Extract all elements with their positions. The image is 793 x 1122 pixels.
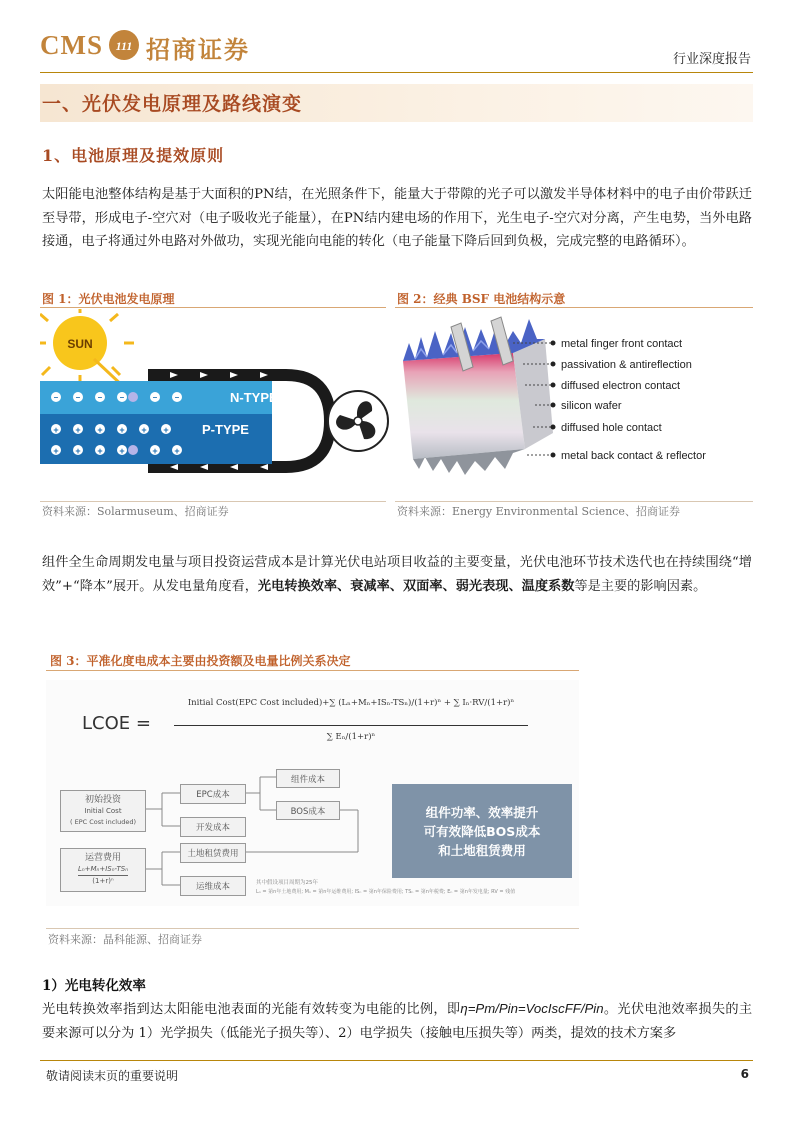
epc-box: EPC成本 [180,784,246,804]
svg-text:+: + [163,425,169,435]
svg-text:+: + [53,425,59,435]
page-number: 6 [740,1067,749,1081]
bsf-label-back: metal back contact & reflector [561,450,706,462]
efficiency-formula: η=Pm/Pin=VocIscFF/Pin [460,1001,604,1016]
opex-label: 运营费用 [84,853,121,863]
para2-text-after: 等是主要的影响因素。 [574,578,707,594]
fig2-source-rule [395,501,753,502]
fig3-source-rule [46,928,579,929]
svg-text:+: + [174,446,180,456]
fig3-note-2: Lₙ = 第n年土地费用; Mₙ = 第n年运维费用; ISₙ = 第n年保险费用; TSₙ = 第n年税费; Eₙ = 第n年发电量; RV = 残值 [256,889,516,895]
n-type-label: N-TYPE [230,390,278,405]
fig1-title-rule [40,307,386,308]
svg-text:+: + [141,425,147,435]
fig1-source: 资料来源：Solarmuseum、招商证券 [42,505,229,518]
bsf-label-electron: diffused electron contact [561,380,681,392]
subsection-title: 1、电池原理及提效原则 [42,146,225,165]
para3-text-after: 。光伏电池效率损失的主要来源可以分为 1）光学损失（低能光子损失等）、2）电学损失（接触电压损失等）两类，提效的技术方案多 [42,1002,753,1041]
bsf-label-hole: diffused hole contact [561,422,662,434]
svg-text:111: 111 [115,39,133,53]
svg-text:–: – [97,393,103,402]
initial-invest-box [60,790,146,832]
svg-text:+: + [119,425,125,435]
fig2-bsf-structure-diagram [395,309,753,497]
fig2-title: 图 2：经典 BSF 电池结构示意 [397,292,566,306]
footer-divider [40,1060,753,1061]
doc-type: 行业深度报告 [672,52,751,67]
lcoe-label: LCOE = [82,713,151,734]
fan-load-icon [328,391,388,451]
logo-emblem-icon [108,29,140,61]
opex-denominator: (1+r)ⁿ [92,877,114,885]
fig3-lcoe-diagram [46,680,579,906]
fig1-title: 图 1：光伏电池发电原理 [42,292,175,306]
initial-cost-note: ( EPC Cost included) [70,817,136,826]
svg-text:+: + [97,446,103,456]
fig3-source: 资料来源：晶科能源、招商证券 [48,933,202,946]
para2-bold-factors: 光电转换效率、衰减率、双面率、弱光表现、温度系数 [257,578,575,594]
develop-box: 开发成本 [180,817,246,837]
excited-electron [128,392,138,402]
fig3-note-1: 其中假设项目周期为25年 [256,880,318,886]
highlight-line-2: 可有效降低BOS成本 [423,823,541,839]
module-box: 组件成本 [276,769,340,788]
paragraph-pn-junction: 太阳能电池整体结构是基于大面积的PN结，在光照条件下，能量大于带隙的光子可以激发半导体材料中的电子由价带跃迁至导带，形成电子-空穴对（电子吸收光子能量），在PN结内建电场的作用下，光生电子-空穴对分离，产生电势，当外电路接通，电子将通过外电路对外做功，实现光能向电能的转化（电子能量下降后回到负极，完成完整的电路循环）。 [42,187,752,249]
paragraph-conversion-efficiency [42,997,752,1045]
header-divider [40,72,753,73]
svg-text:+: + [75,446,81,456]
footer-disclaimer: 敬请阅读末页的重要说明 [46,1069,179,1083]
header-logo [40,28,270,62]
svg-text:–: – [119,393,125,402]
svg-text:–: – [174,393,180,402]
lcoe-numerator: Initial Cost(EPC Cost included)+∑ (Lₙ+Mₙ+ISₙ-TSₙ)/(1+r)ⁿ + ∑ Iₙ·RV/(1+r)ⁿ [187,698,515,708]
fig3-title-rule [46,670,579,671]
p-type-label: P-TYPE [202,422,249,437]
svg-text:+: + [152,446,158,456]
highlight-line-1: 组件功率、效率提升 [425,804,539,820]
bsf-label-passivation: passivation & antireflection [561,359,692,371]
paragraph-efficiency-factors [42,551,752,598]
svg-text:+: + [97,425,103,435]
sun-label: SUN [67,337,93,351]
svg-text:–: – [75,393,81,402]
fig1-solar-cell-diagram [40,309,390,497]
highlight-box [392,784,572,878]
opex-formula: Lₙ+Mₙ+ISₙ-TSₙ [78,864,128,876]
highlight-line-3: 和土地租赁费用 [438,842,526,858]
fig2-title-rule [395,307,753,308]
svg-text:+: + [75,425,81,435]
logo-cn: 招商证券 [146,35,250,64]
logo-latin: CMS [40,30,103,60]
bsf-label-finger: metal finger front contact [561,338,683,350]
para3-text-before: 光电转换效率指到达太阳能电池表面的光能有效转变为电能的比例，即 [42,1002,461,1017]
initial-invest-label: 初始投资 [84,794,121,805]
fig3-title: 图 3：平准化度电成本主要由投资额及电量比例关系决定 [50,654,351,668]
fig1-source-rule [40,501,386,502]
bos-box: BOS成本 [276,801,340,820]
initial-cost-en: Initial Cost [84,806,122,815]
para2-text-before: 组件全生命周期发电量与项目投资运营成本是计算光伏电站项目收益的主要变量，光伏电池环节技术迭代也在持续围绕“增效”+“降本”展开。从发电量角度看， [42,555,752,594]
svg-text:–: – [53,393,59,402]
land-box: 土地租赁费用 [180,843,246,863]
opex-box [60,848,146,892]
svg-text:+: + [53,446,59,456]
generated-hole [128,445,138,455]
svg-text:–: – [152,393,158,402]
bsf-label-wafer: silicon wafer [561,400,622,412]
fig2-source: 资料来源：Energy Environmental Science、招商证券 [397,505,680,518]
operation-box: 运维成本 [180,876,246,896]
svg-text:+: + [119,446,125,456]
lcoe-denominator: ∑ Eₙ/(1+r)ⁿ [326,732,376,742]
efficiency-subtitle: 1）光电转化效率 [42,978,146,994]
section-title: 一、光伏发电原理及路线演变 [42,93,303,115]
